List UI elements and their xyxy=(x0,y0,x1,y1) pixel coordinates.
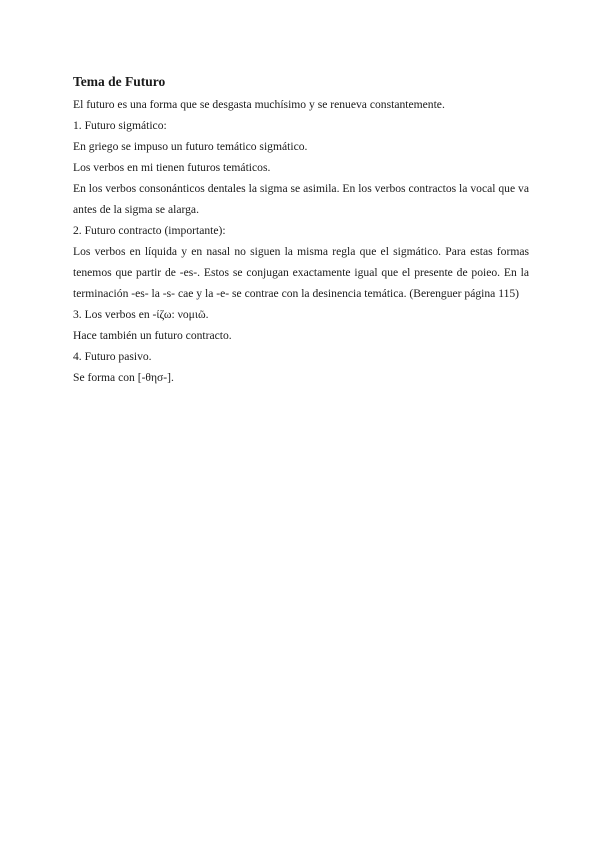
heading-futuro-pasivo: 4. Futuro pasivo. xyxy=(73,350,152,363)
heading-verbos-izo: 3. Los verbos en -ίζω: νομιῶ. xyxy=(73,308,209,321)
paragraph-intro: El futuro es una forma que se desgasta muchísimo y se renueva constantemente. xyxy=(73,98,445,111)
paragraph-forma: Se forma con [-θησ-]. xyxy=(73,371,174,384)
paragraph-verbos-mi: Los verbos en mi tienen futuros temáticos. xyxy=(73,161,271,174)
document-body xyxy=(73,72,529,388)
document-title: Tema de Futuro xyxy=(73,74,166,89)
paragraph-consonanticos: En los verbos consonánticos dentales la sigma se asimila. En los verbos contractos la vocal que va antes de la sigma se alarga. xyxy=(73,182,529,216)
paragraph-contracto: Hace también un futuro contracto. xyxy=(73,329,232,342)
heading-futuro-contracto: 2. Futuro contracto (importante): xyxy=(73,224,226,237)
paragraph-griego: En griego se impuso un futuro temático sigmático. xyxy=(73,140,308,153)
heading-futuro-sigmatico: 1. Futuro sigmático: xyxy=(73,119,167,132)
paragraph-liquida-nasal: Los verbos en líquida y en nasal no siguen la misma regla que el sigmático. Para estas formas tenemos que partir de -es-. Estos se conjugan exactamente igual que el presente de poieo. En la terminación -es- la -s- cae y la -e- se contrae con la desinencia temática. (Berenguer página 115) xyxy=(73,245,529,300)
